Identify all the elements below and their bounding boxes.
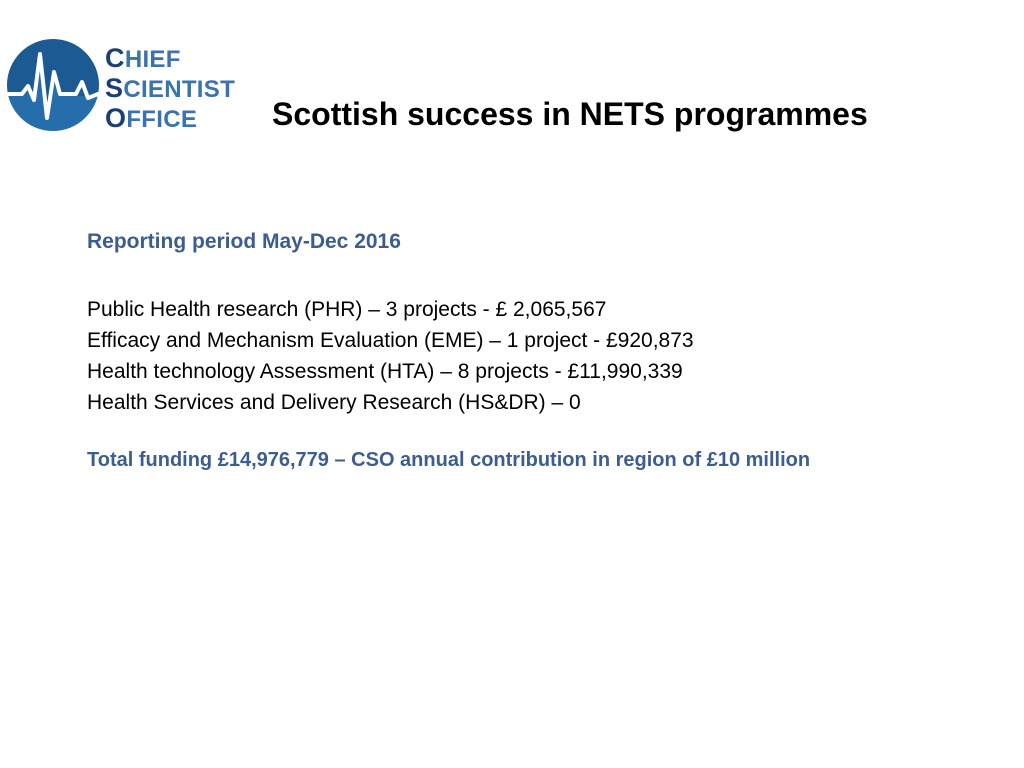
programme-item-phr: Public Health research (PHR) – 3 projects - £ 2,065,567 [87,298,607,321]
logo-wordmark [105,44,235,134]
heartbeat-logo-icon [6,38,100,132]
logo-word-office: OFFICE [105,103,198,133]
chief-scientist-office-logo [6,38,246,134]
logo-word-chief: CHIEF [105,43,181,73]
programme-item-eme: Efficacy and Mechanism Evaluation (EME) – 1 project - £920,873 [87,329,694,352]
logo-word-scientist: SCIENTIST [105,73,236,103]
programme-item-hsdr: Health Services and Delivery Research (HS&DR) – 0 [87,391,581,414]
total-funding: Total funding £14,976,779 – CSO annual contribution in region of £10 million [87,449,811,471]
reporting-period-heading: Reporting period May-Dec 2016 [87,230,401,253]
programme-list [87,294,987,418]
programme-item-hta: Health technology Assessment (HTA) – 8 projects - £11,990,339 [87,360,683,383]
slide-title: Scottish success in NETS programmes [272,96,868,132]
slide-content [87,230,987,472]
